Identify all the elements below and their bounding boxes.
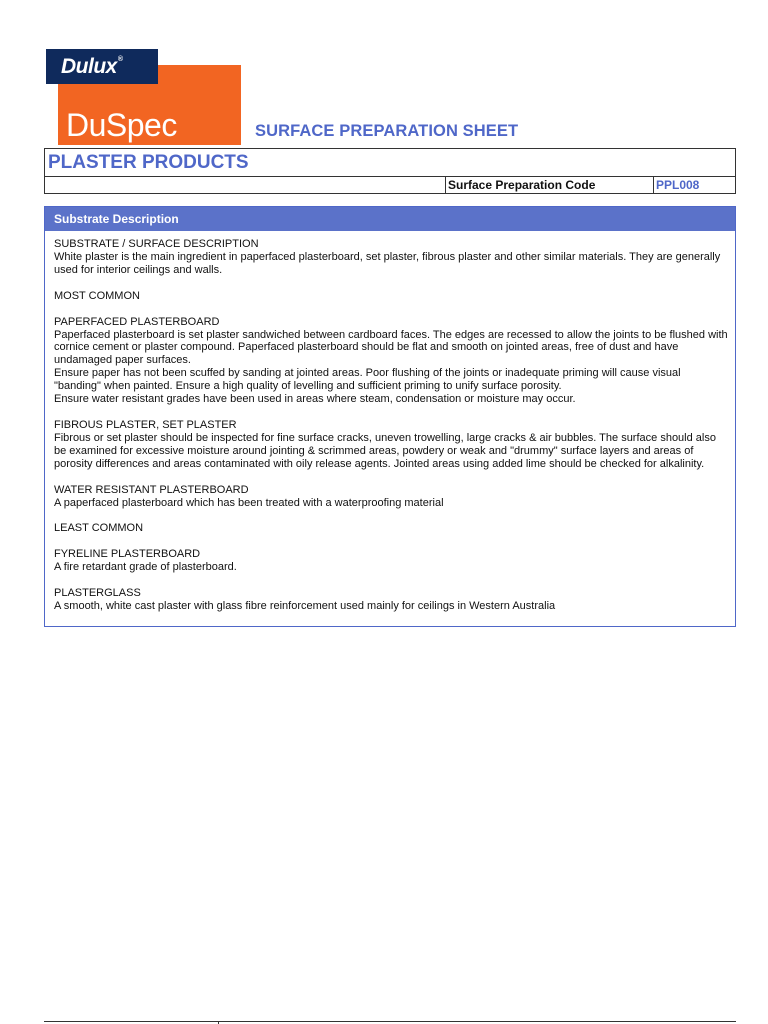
paragraph-text: A smooth, white cast plaster with glass fibre reinforcement used mainly for ceilings in Western Australia — [54, 600, 556, 613]
paragraph-text: Ensure water resistant grades have been used in areas where steam, condensation or moisture may occur. — [54, 393, 576, 406]
substrate-paragraph — [54, 316, 729, 406]
paragraph-heading: FIBROUS PLASTER, SET PLASTER — [54, 418, 237, 431]
paragraph-heading: PLASTERGLASS — [54, 587, 141, 600]
dulux-logo — [46, 49, 158, 84]
paragraph-heading: LEAST COMMON — [54, 522, 144, 535]
substrate-paragraph — [54, 587, 729, 613]
sheet-title: SURFACE PREPARATION SHEET — [255, 122, 519, 140]
paragraph-heading: FYRELINE PLASTERBOARD — [54, 548, 201, 561]
code-row — [45, 176, 735, 194]
substrate-paragraph — [54, 419, 729, 471]
substrate-paragraph — [54, 484, 729, 510]
substrate-paragraph — [54, 548, 729, 574]
footer-rule — [44, 1021, 736, 1022]
paragraph-heading: MOST COMMON — [54, 289, 140, 302]
dulux-logo-text: Dulux — [61, 55, 117, 78]
paragraph-text: Paperfaced plasterboard is set plaster sandwiched between cardboard faces. The edges are recessed to allow the joints to be flushed with cornice cement or plaster compound. Paperfaced plasterboard should be flat and smooth on jointed areas, free of dust and have undamaged paper surfaces. — [54, 328, 728, 367]
paragraph-heading: WATER RESISTANT PLASTERBOARD — [54, 483, 249, 496]
duspec-logo-text: DuSpec — [66, 107, 177, 143]
paragraph-text: White plaster is the main ingredient in paperfaced plasterboard, set plaster, fibrous plaster and other similar materials. They are generally used for interior ceilings and walls. — [54, 250, 721, 276]
logo — [46, 49, 242, 145]
product-title: PLASTER PRODUCTS — [48, 152, 249, 173]
paragraph-text: Fibrous or set plaster should be inspected for fine surface cracks, uneven trowelling, large cracks & air bubbles. The surface should also be examined for excessive moisture around jointing & scrimmed areas, powdery or weak and "drummy" surface layers and areas of porosity differences and areas contaminated with oily release agents. Jointed areas using added lime should be checked for alkalinity. — [54, 431, 716, 470]
registered-mark: ® — [117, 56, 123, 63]
paragraph-text: A paperfaced plasterboard which has been treated with a waterproofing material — [54, 496, 444, 509]
paragraph-text: Ensure paper has not been scuffed by sanding at jointed areas. Poor flushing of the joints or inadequate priming will cause visual "banding" when painted. Ensure a high quality of levelling and sufficient priming to unify surface porosity. — [54, 367, 681, 393]
code-value: PPL008 — [653, 177, 736, 194]
paragraph-heading: PAPERFACED PLASTERBOARD — [54, 315, 220, 328]
paragraph-heading: SUBSTRATE / SURFACE DESCRIPTION — [54, 238, 259, 250]
substrate-paragraph — [54, 238, 729, 277]
section-header: Substrate Description — [45, 207, 735, 231]
paragraph-text: A fire retardant grade of plasterboard. — [54, 561, 237, 574]
product-header-table — [44, 148, 736, 194]
substrate-paragraph — [54, 290, 729, 303]
substrate-paragraph — [54, 522, 729, 535]
section-body — [45, 231, 735, 613]
substrate-section — [44, 206, 736, 627]
code-label: Surface Preparation Code — [445, 177, 653, 194]
